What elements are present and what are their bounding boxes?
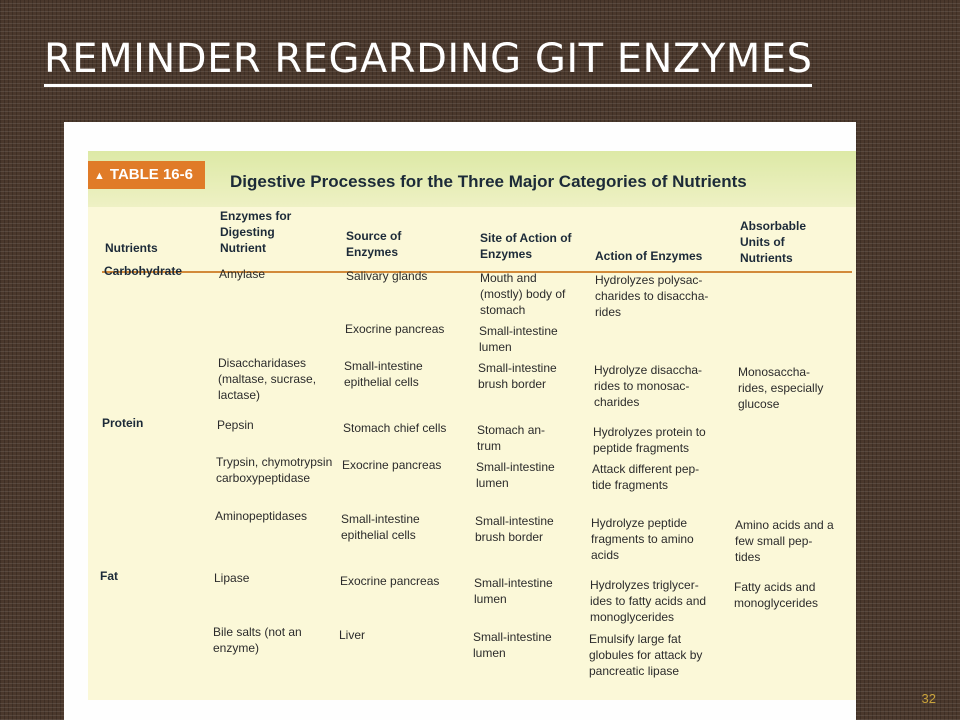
cell-source: Stomach chief cells	[343, 421, 447, 435]
cell-site: Small-intestine lumen	[474, 576, 553, 606]
header-action: Action of Enzymes	[595, 249, 703, 263]
cell-source: Small-intestine epithelial cells	[344, 359, 423, 389]
nutrient-protein: Protein	[102, 416, 144, 430]
table-number-label: TABLE 16-6	[109, 166, 193, 183]
cell-site: Small-intestine lumen	[473, 630, 552, 660]
nutrient-carbohydrate: Carbohydrate	[104, 264, 183, 278]
cell-absorbable: Fatty acids and monoglycerides	[734, 580, 819, 610]
cell-source: Liver	[339, 628, 366, 642]
cell-source: Exocrine pancreas	[342, 458, 442, 472]
cell-absorbable: Monosaccha-rides, especially glucose	[738, 365, 824, 411]
cell-action: Hydrolyzes triglycer-ides to fatty acids and monoglycerides	[590, 578, 707, 624]
table-number-tag	[88, 161, 205, 189]
cell-action: Hydrolyze peptide fragments to amino acids	[591, 516, 694, 562]
cell-enzyme: Amylase	[219, 267, 266, 281]
slide-title: REMINDER REGARDING GIT ENZYMES	[44, 36, 812, 87]
header-source: Source of Enzymes	[346, 229, 402, 259]
header-absorbable: Absorbable Units of Nutrients	[740, 219, 807, 265]
textbook-table-image	[64, 122, 856, 720]
header-nutrients: Nutrients	[105, 241, 158, 255]
header-site: Site of Action of Enzymes	[480, 231, 572, 261]
cell-enzyme: Disaccharidases (maltase, sucrase, lactase)	[218, 356, 317, 402]
cell-enzyme: Lipase	[214, 571, 250, 585]
cell-enzyme: Pepsin	[217, 418, 254, 432]
page-number: 32	[921, 691, 936, 706]
cell-enzyme: Bile salts (not an enzyme)	[213, 625, 302, 655]
cell-site: Small-intestine brush border	[475, 514, 554, 544]
cell-site: Small-intestine brush border	[478, 361, 557, 391]
header-enzymes: Enzymes for Digesting Nutrient	[220, 209, 292, 255]
nutrient-fat: Fat	[100, 569, 118, 583]
cell-source: Small-intestine epithelial cells	[341, 512, 420, 542]
cell-source: Exocrine pancreas	[345, 322, 445, 336]
cell-absorbable: Amino acids and a few small pep-tides	[735, 518, 834, 564]
cell-source: Salivary glands	[346, 269, 428, 283]
cell-action: Hydrolyze disaccha-rides to monosac-charides	[594, 363, 703, 409]
up-triangle-icon: ▲	[94, 170, 105, 182]
cell-action: Attack different pep-tide fragments	[592, 462, 700, 492]
cell-action: Emulsify large fat globules for attack by pancreatic lipase	[589, 632, 703, 678]
cell-action: Hydrolyzes protein to peptide fragments	[593, 425, 706, 455]
cell-site: Mouth and (mostly) body of stomach	[480, 271, 566, 317]
cell-action: Hydrolyzes polysac-charides to disaccha-rides	[595, 273, 709, 319]
cell-site: Small-intestine lumen	[479, 324, 558, 354]
cell-site: Small-intestine lumen	[476, 460, 555, 490]
cell-enzyme: Trypsin, chymotrypsin carboxypeptidase	[216, 455, 333, 485]
cell-source: Exocrine pancreas	[340, 574, 440, 588]
cell-site: Stomach an-trum	[477, 423, 546, 453]
header-divider	[102, 271, 852, 273]
table-title: Digestive Processes for the Three Major Categories of Nutrients	[230, 172, 747, 191]
cell-enzyme: Aminopeptidases	[215, 509, 308, 523]
